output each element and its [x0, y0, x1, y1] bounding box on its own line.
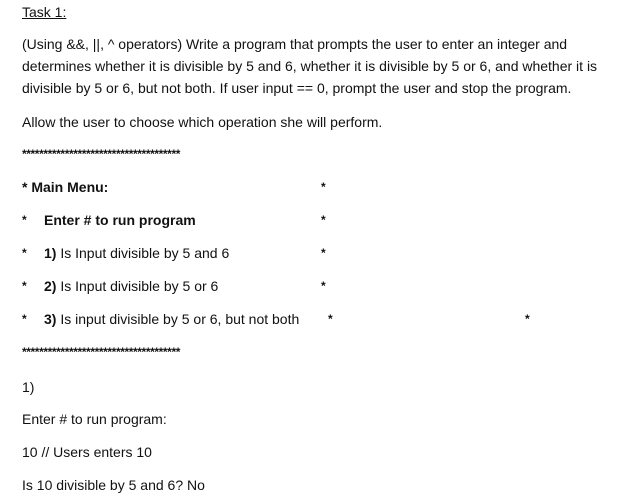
menu-row-start-star: * [22, 246, 27, 260]
menu-item-text: Is Input divisible by 5 and 6 [56, 245, 230, 261]
menu-title: * Main Menu: [22, 179, 109, 195]
task-description: (Using &&, ||, ^ operators) Write a program that prompts the user to enter an integer and determines whether it is divisible by 5 and 6, whether it is divisible by 5 or 6, and whether it is divisible by 5 or 6, but not both. If user input == 0, prompt the user and stop the program. [22, 36, 598, 96]
menu-row-end-star: * [321, 246, 326, 260]
menu-row-end-star: * [321, 180, 326, 194]
menu-item-number: 1) [44, 245, 57, 261]
menu-row-end-star: * [328, 312, 333, 326]
task-instruction: Allow the user to choose which operation she will perform. [22, 114, 383, 130]
menu-row-start-star: * [22, 213, 27, 227]
sample-choice: 1) [22, 379, 35, 395]
sample-prompt: Enter # to run program: [22, 411, 167, 427]
menu-item-text: Is Input divisible by 5 or 6 [56, 278, 219, 294]
menu-item-2 [44, 277, 218, 295]
task-title: Task 1: [22, 4, 67, 20]
menu-item-number: 3) [44, 311, 57, 327]
menu-row-start-star: * [22, 279, 27, 293]
menu-item-text: Is input divisible by 5 or 6, but not both [56, 311, 300, 327]
menu-row-end-star: * [321, 279, 326, 293]
menu-row-start-star: * [22, 312, 27, 326]
stray-star: * [525, 312, 530, 326]
menu-item-3 [44, 310, 299, 328]
menu-row-end-star: * [321, 213, 326, 227]
sample-input: 10 // Users enters 10 [22, 444, 152, 460]
menu-bottom-border: ************************************* [22, 345, 180, 359]
menu-top-border: ************************************* [22, 147, 180, 161]
menu-item-1 [44, 244, 229, 262]
menu-item-number: 2) [44, 278, 57, 294]
menu-prompt: Enter # to run program [44, 212, 196, 228]
sample-result: Is 10 divisible by 5 and 6? No [22, 477, 205, 493]
